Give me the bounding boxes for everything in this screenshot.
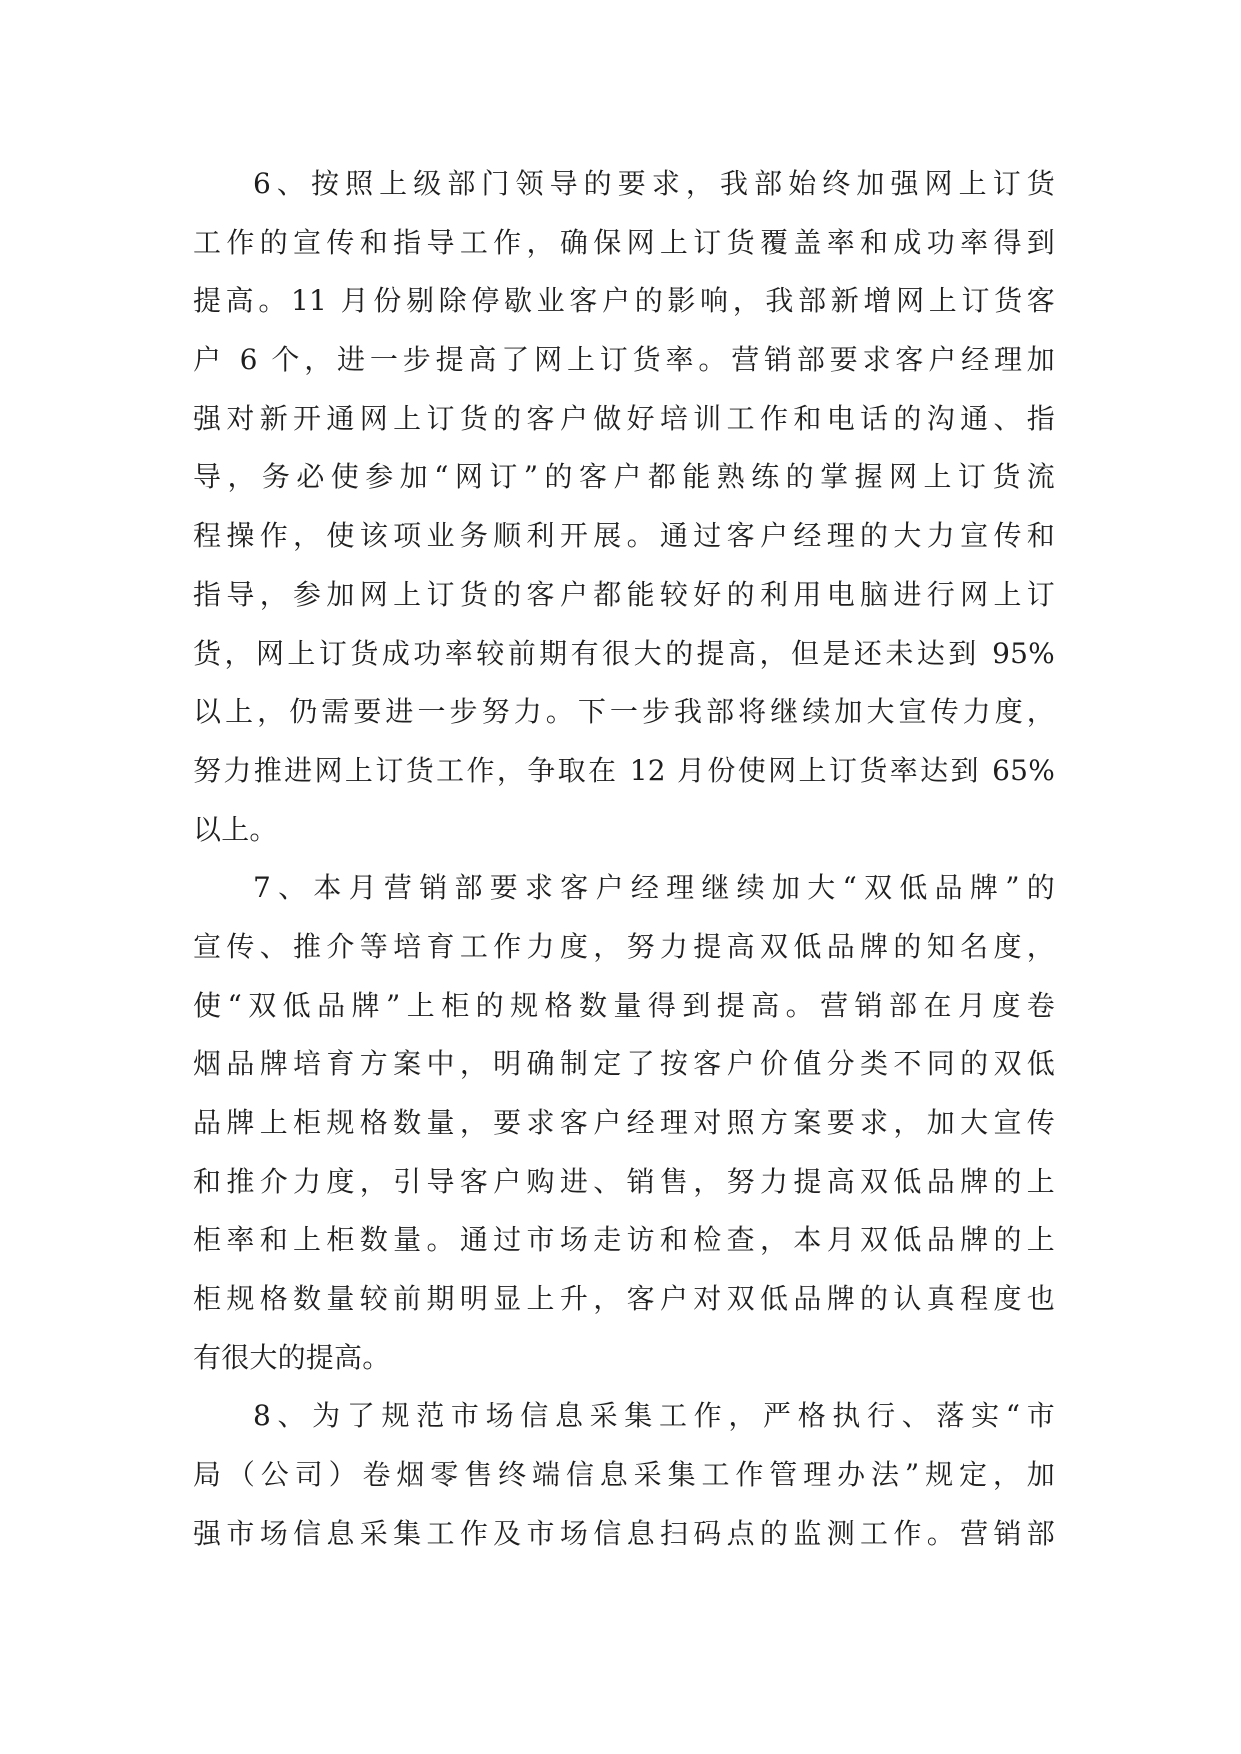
text-line: 指导，参加网上订货的客户都能较好的利用电脑进行网上订 <box>193 577 1055 611</box>
text-line: 导，务必使参加“网订”的客户都能熟练的掌握网上订货流 <box>193 460 1055 494</box>
text-line: 6、按照上级部门领导的要求，我部始终加强网上订货 <box>253 167 1055 200</box>
document-body <box>193 155 1055 1564</box>
text-line: 7、本月营销部要求客户经理继续加大“双低品牌”的 <box>253 871 1055 905</box>
text-line: 工作的宣传和指导工作，确保网上订货覆盖率和成功率得到 <box>193 225 1055 259</box>
text-line: 局（公司）卷烟零售终端信息采集工作管理办法”规定，加 <box>193 1458 1055 1492</box>
text-line: 强对新开通网上订货的客户做好培训工作和电话的沟通、指 <box>193 401 1055 435</box>
text-line: 使“双低品牌”上柜的规格数量得到提高。营销部在月度卷 <box>193 988 1055 1022</box>
text-line: 宣传、推介等培育工作力度，努力提高双低品牌的知名度， <box>193 929 1055 963</box>
text-line: 以上，仍需要进一步努力。下一步我部将继续加大宣传力度， <box>193 695 1055 729</box>
paragraph-item-6 <box>193 155 1055 859</box>
text-line: 有很大的提高。 <box>193 1340 391 1374</box>
paragraph-item-7 <box>193 859 1055 1387</box>
paragraph-item-8 <box>193 1387 1055 1563</box>
text-line: 提高。11 月份剔除停歇业客户的影响，我部新增网上订货客 <box>193 284 1055 318</box>
text-line: 努力推进网上订货工作，争取在 12 月份使网上订货率达到 65% <box>193 753 1055 787</box>
text-line: 烟品牌培育方案中，明确制定了按客户价值分类不同的双低 <box>193 1047 1055 1081</box>
text-line: 以上。 <box>193 812 278 846</box>
text-line: 强市场信息采集工作及市场信息扫码点的监测工作。营销部 <box>193 1516 1055 1550</box>
text-line: 户 6 个，进一步提高了网上订货率。营销部要求客户经理加 <box>193 343 1055 377</box>
text-line: 和推介力度，引导客户购进、销售，努力提高双低品牌的上 <box>193 1164 1055 1198</box>
text-line: 柜率和上柜数量。通过市场走访和检查，本月双低品牌的上 <box>193 1223 1055 1257</box>
text-line: 8、为了规范市场信息采集工作，严格执行、落实“市 <box>253 1399 1055 1433</box>
text-line: 货，网上订货成功率较前期有很大的提高，但是还未达到 95% <box>193 636 1055 670</box>
text-line: 程操作，使该项业务顺利开展。通过客户经理的大力宣传和 <box>193 519 1055 553</box>
text-line: 柜规格数量较前期明显上升，客户对双低品牌的认真程度也 <box>193 1282 1055 1316</box>
text-line: 品牌上柜规格数量，要求客户经理对照方案要求，加大宣传 <box>193 1106 1055 1139</box>
